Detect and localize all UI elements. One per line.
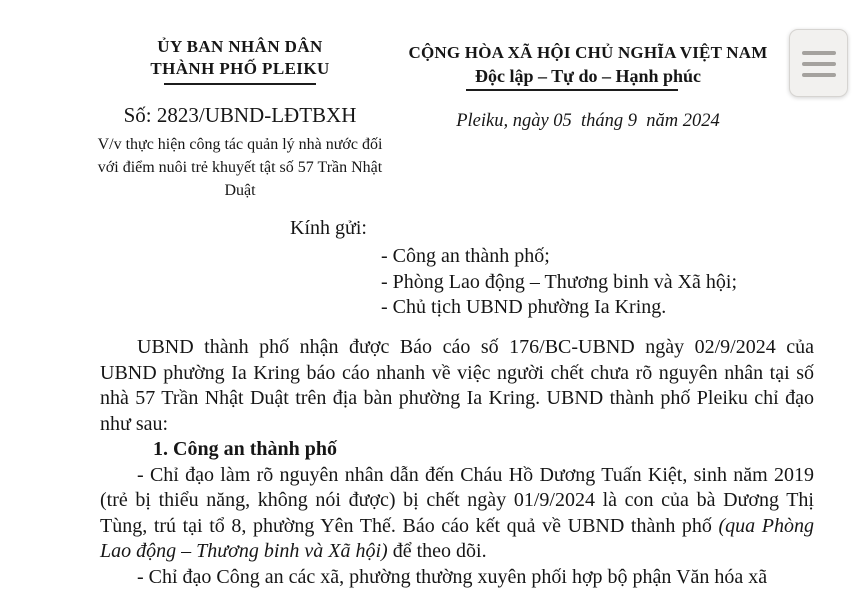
document-body (100, 335, 814, 590)
section-heading: 1. Công an thành phố (100, 437, 814, 463)
issuer-org-name: THÀNH PHỐ PLEIKU (95, 58, 385, 80)
recipient-item: - Công an thành phố; (381, 244, 737, 270)
motto-underline (466, 89, 678, 91)
body-paragraph (100, 463, 814, 565)
recipient-item: - Chủ tịch UBND phường Ia Kring. (381, 295, 737, 321)
paragraph-run: để theo dõi. (388, 540, 487, 562)
salutation-label: Kính gửi: (290, 217, 367, 240)
body-paragraph-clipped: - Chỉ đạo Công an các xã, phường thường xuyên phối hợp bộ phận Văn hóa xã (100, 565, 814, 590)
national-motto: Độc lập – Tự do – Hạnh phúc (388, 64, 788, 88)
hamburger-line (802, 62, 836, 66)
paragraph-run-italic: (qua Phòng Lao động – Thương binh và Xã hội) (100, 515, 814, 563)
hamburger-icon (790, 30, 847, 96)
recipient-list (381, 244, 737, 321)
recipient-item: - Phòng Lao động – Thương binh và Xã hội; (381, 270, 737, 296)
issuer-header (95, 36, 385, 202)
hamburger-line (802, 73, 836, 77)
issuer-org-parent: ỦY BAN NHÂN DÂN (95, 36, 385, 58)
national-title: CỘNG HÒA XÃ HỘI CHỦ NGHĨA VIỆT NAM (388, 42, 788, 64)
hamburger-line (802, 51, 836, 55)
menu-button[interactable] (789, 29, 848, 97)
issuer-underline (164, 83, 316, 85)
document-subject: V/v thực hiện công tác quản lý nhà nước đối với điểm nuôi trẻ khuyết tật số 57 Trần Nhật Duật (95, 133, 385, 202)
place-date-line: Pleiku, ngày 05 tháng 9 năm 2024 (388, 111, 788, 132)
paragraph-run: - Chỉ đạo làm rõ nguyên nhân dẫn đến Cháu Hồ Dương Tuấn Kiệt, sinh năm 2019 (trẻ bị thiểu năng, không nói được) bị chết ngày 01/9/2024 là con của bà Dương Thị Tùng, trú tại tổ 8, phường Yên Thế. Báo cáo kết quả về UBND thành phố (100, 464, 814, 537)
body-paragraph: UBND thành phố nhận được Báo cáo số 176/BC-UBND ngày 02/9/2024 của UBND phường Ia Kring báo cáo nhanh về việc người chết chưa rõ nguyên nhân tại số nhà 57 Trần Nhật Duật trên địa bàn phường Ia Kring. UBND thành phố Pleiku chỉ đạo như sau: (100, 335, 814, 437)
national-header (388, 42, 788, 132)
document-number: Số: 2823/UBND-LĐTBXH (95, 103, 385, 128)
